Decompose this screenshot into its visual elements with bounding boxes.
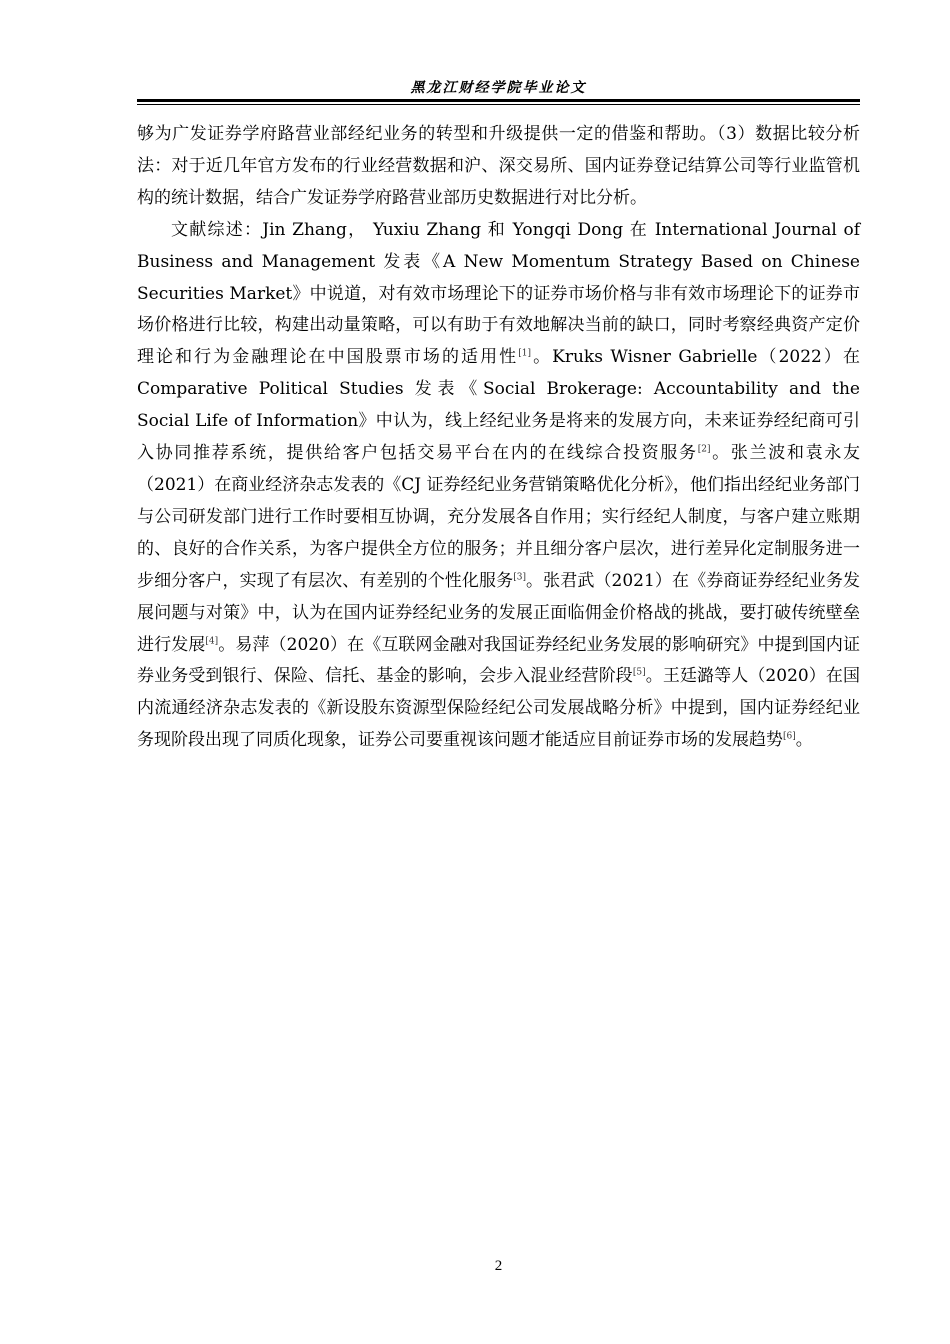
sentence-5: 。易萍（2020）在《互联网金融对我国证券经纪业务发展的影响研究》中提到国内证券业务受到银行、保险、信托、基金的影响，会步入混业经营阶段: [137, 634, 861, 687]
citation-2: [2]: [697, 444, 711, 455]
sentence-2: 。Kruks Wisner Gabrielle（2022）在 Comparative Political Studies 发表《Social Brokerage: Accountability and the Social Life of Information》中认为，线上经纪业务是将来的发展方向，未来证券经纪商可引入协同推荐系统，提供给客户包括交易平台在内的在线综合投资服务: [137, 347, 860, 464]
page-number: 2: [494, 1258, 503, 1274]
paragraph-methods-continued: 够为广发证券学府路营业部经纪业务的转型和升级提供一定的借鉴和帮助。（3）数据比较分析法：对于近几年官方发布的行业经营数据和沪、深交易所、国内证券登记结算公司等行业监管机构的统计数据，结合广发证券学府路营业部历史数据进行对比分析。: [137, 124, 860, 208]
sentence-4: 。张君武（2021）在《券商证券经纪业务发展问题与对策》中，认为在国内证券经纪业务的发展正面临佣金价格战的挑战，要打破传统壁垒进行发展: [137, 570, 861, 655]
sentence-3: 。张兰波和袁永友（2021）在商业经济杂志发表的《CJ 证券经纪业务营销策略优化分析》，他们指出经纪业务部门与公司研发部门进行工作时要相互协调，充分发展各自作用；实行经纪人制度，与客户建立账期的、良好的合作关系，为客户提供全方位的服务；并且细分客户层次，进行差异化定制服务进一步细分客户，实现了有层次、有差别的个性化服务: [137, 443, 861, 591]
sentence-7: 。: [795, 730, 813, 751]
sentence-6: 。王廷潞等人（2020）在国内流通经济杂志发表的《新设股东资源型保险经纪公司发展战略分析》中提到，国内证券经纪业务现阶段出现了同质化现象，证券公司要重视该问题才能适应目前证券市场的发展趋势: [137, 666, 860, 751]
citation-4: [4]: [205, 636, 219, 647]
citation-6: [6]: [783, 731, 796, 742]
body-text: [137, 119, 860, 757]
sentence-1: 文献综述：Jin Zhang， Yuxiu Zhang 和 Yongqi Dong 在 International Journal of Business and Management 发表《A New Momentum Strategy Based on Chinese Securities Market》中说道，对有效市场理论下的证券市场价格与非有效市场理论下的证券市场价格进行比较，构建出动量策略，可以有助于有效地解决当前的缺口，同时考察经典资产定价理论和行为金融理论在中国股票市场的适用性: [137, 219, 860, 368]
header-rule-thin: [137, 104, 860, 105]
paragraph-literature-review: [137, 215, 860, 757]
citation-5: [5]: [632, 668, 646, 679]
header-rule-thick: [137, 99, 860, 102]
citation-3: [3]: [513, 572, 526, 583]
citation-1: [1]: [518, 349, 531, 360]
running-header: 黑龙江财经学院毕业论文: [410, 80, 587, 96]
